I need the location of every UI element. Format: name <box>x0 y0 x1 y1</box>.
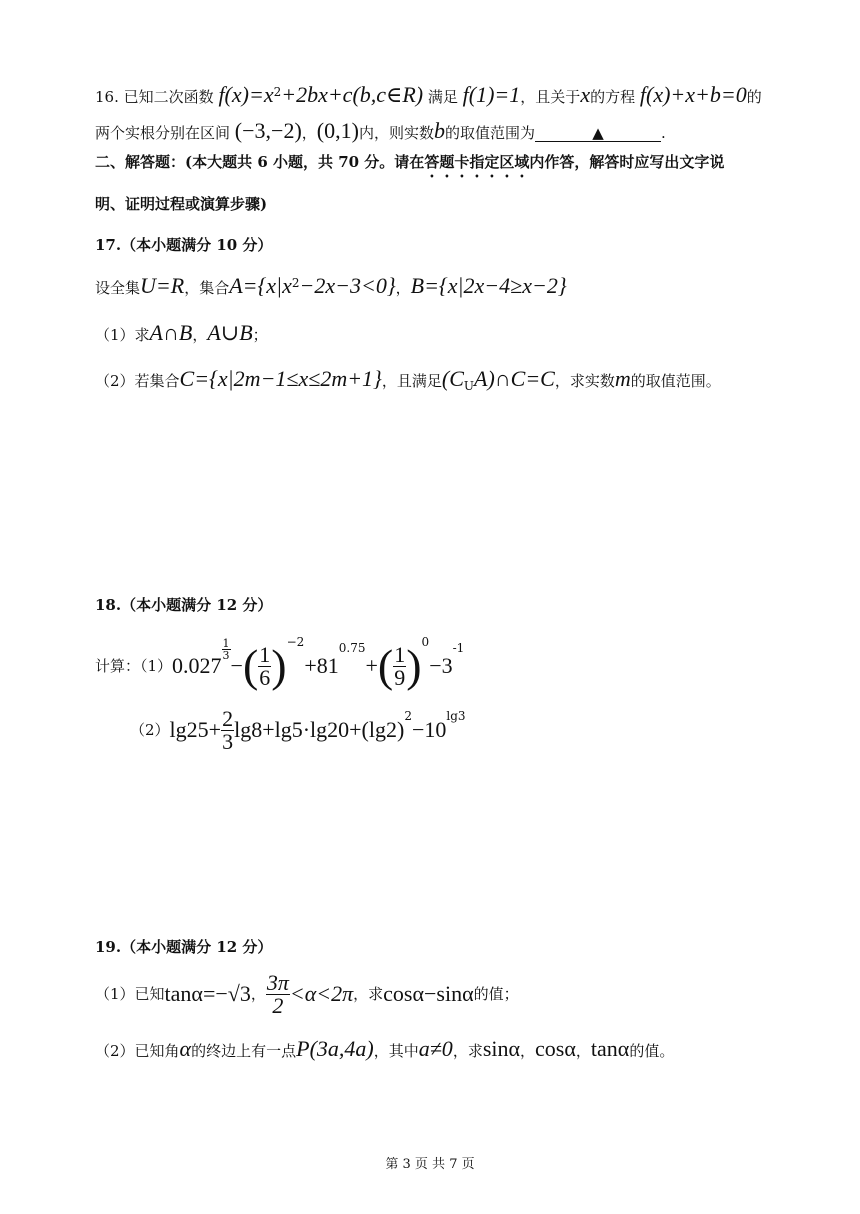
q18-calc-2: （2） lg25+ $\frac{2}{3}$ lg8+lg5·lg20+(lg2) 2 −10 lg3 <box>130 705 466 754</box>
q16-line-1: 16. 已知二次函数 $f(x)=x^2+2bx+c(b,c\in R)$ 满足 f(1)=1，且关于x的方程 f(x)+x+b=0的 <box>95 82 762 107</box>
q19-part-2: （2）已知角α的终边上有一点P(3a,4a)，其中a≠0，求sinα，cosα，tanα的值。 <box>95 1036 675 1061</box>
fraction-1-9: $\frac{1}{9}$ <box>394 641 406 690</box>
q18-calc-1: 计算：（1） 0.027 $\frac{1}{3}$ − ( $\frac{1}{6}$ ) −2 +81 0.75 + ( $\frac{1}{9}$ ) 0 −3 -1 <box>95 635 465 691</box>
q18-title: 18.（本小题满分 12 分） <box>95 596 273 614</box>
triangle-icon: ▲ <box>592 124 604 142</box>
q19-title: 19.（本小题满分 12 分） <box>95 938 273 956</box>
q17-part-1: （1）求A∩B，A∪B； <box>95 320 268 345</box>
fraction-1-6: $\frac{1}{6}$ <box>259 641 271 690</box>
q17-line-1: 设全集U=R，集合$A=\{x|x^2-2x-3<0\}$，B={x|2x−4≥x−2} <box>95 273 567 298</box>
fraction-3pi-2: $\frac{3\pi}{2}$ <box>266 969 289 1018</box>
section2-line-1: 二、解答题：(本大题共 6 小题，共 70 分。请在答题卡指定区域内作答，解答时应写出文字说 <box>95 153 725 171</box>
q17-title: 17.（本小题满分 10 分） <box>95 236 273 254</box>
q17-part-2: （2）若集合C={x|2m−1≤x≤2m+1}，且满足$(C_UA)\cap C=C$，求实数m的取值范围。 <box>95 366 721 393</box>
fraction-2-3: $\frac{2}{3}$ <box>222 705 234 754</box>
answer-blank <box>535 126 661 142</box>
section2-line-2: 明、证明过程或演算步骤) <box>95 195 268 213</box>
q16-line-2: 两个实根分别在区间 (−3,−2)，(0,1)内，则实数b的取值范围为 ▲ . <box>95 118 666 143</box>
q19-part-1: （1）已知 tanα=−√3 ， $\frac{3\pi}{2}$ <α<2π ，求 cosα−sinα 的值； <box>95 969 519 1018</box>
exponent-fraction: $\frac{1}{3}$ <box>222 637 230 662</box>
emphasis-text: 答题卡指定区域 <box>424 153 530 171</box>
page-footer: 第 3 页 共 7 页 <box>385 1157 475 1172</box>
